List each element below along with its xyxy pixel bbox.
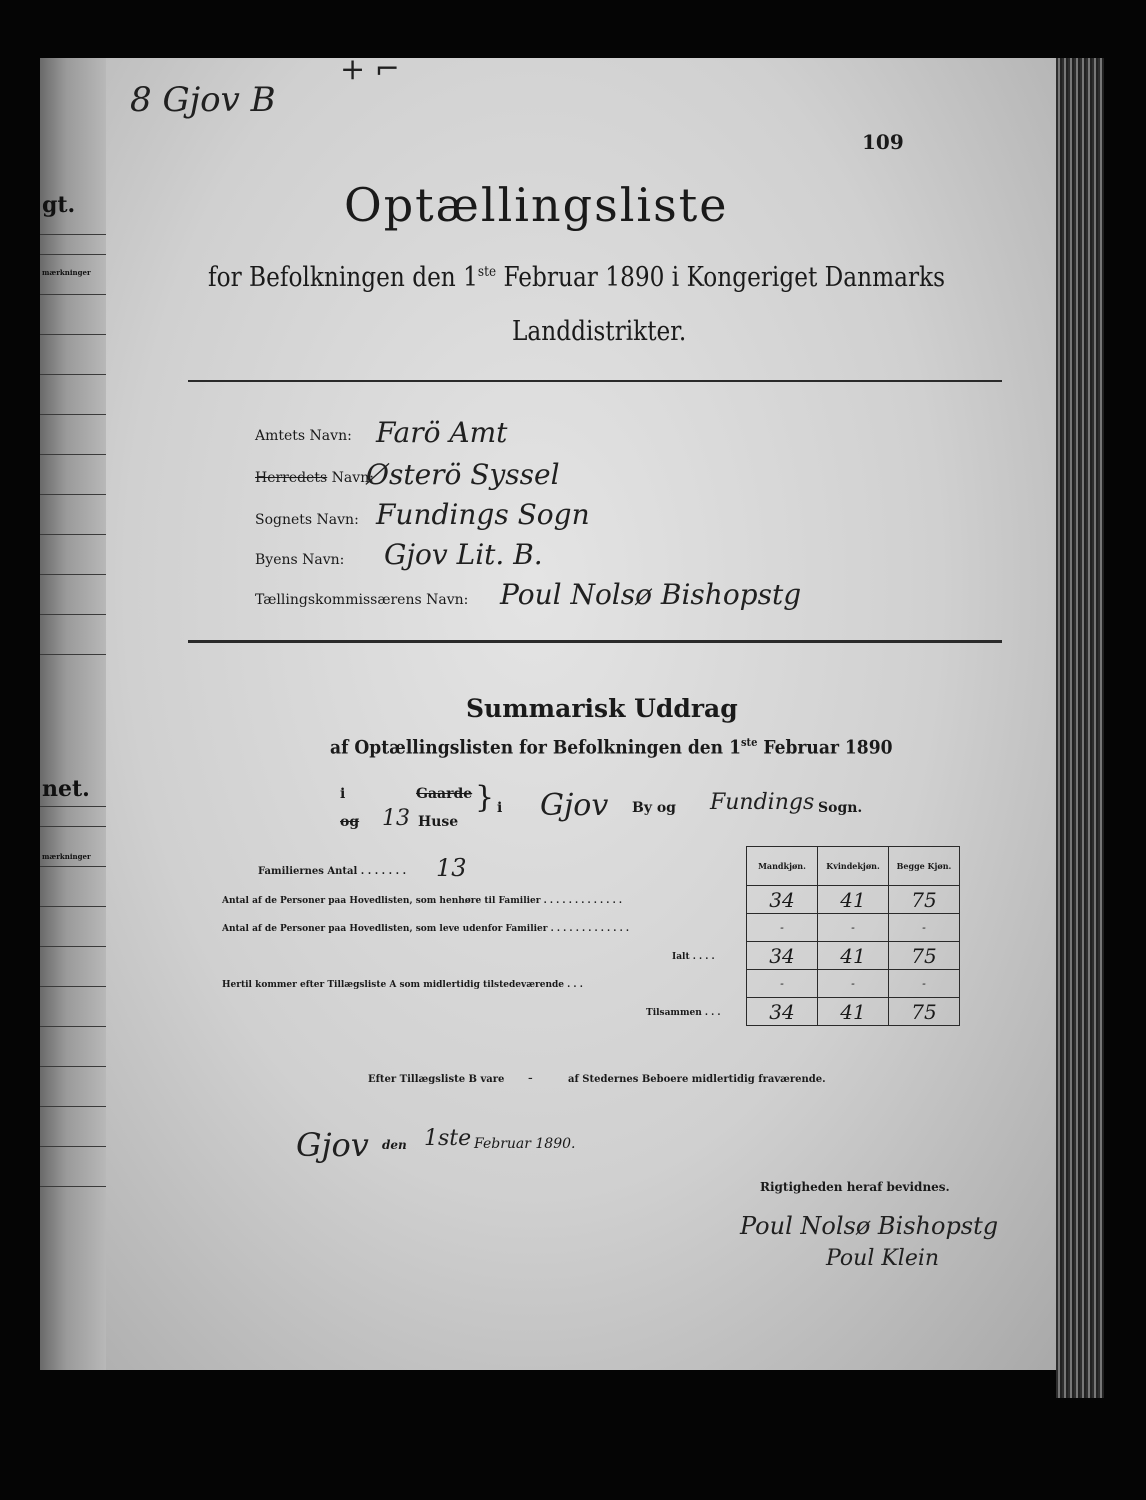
top-marks: + ⌐ (340, 52, 400, 87)
by-name: Gjov (540, 788, 609, 823)
corner-note: 8 Gjov B (130, 80, 276, 120)
date-month-year: Februar 1890. (474, 1136, 576, 1152)
absent-value: - (528, 1070, 533, 1086)
row-label-tillaeg-a: Hertil kommer efter Tillægsliste A som midlertidig tilstedeværende . . . (222, 980, 583, 990)
table-cell: 75 (889, 886, 960, 914)
certification-text: Rigtigheden heraf bevidnes. (760, 1180, 950, 1194)
col-header-both: Begge Kjøn. (889, 847, 960, 886)
left-fragment-text: net. (42, 776, 90, 802)
table-cell: 34 (747, 942, 818, 970)
document-subtitle-line2: Landdistrikter. (512, 316, 687, 347)
table-cell: - (889, 914, 960, 942)
huse-label: Huse (418, 814, 459, 830)
og-struck: og (340, 814, 360, 830)
gaarde-label: Gaarde (416, 786, 473, 802)
left-fragment-text: mærkninger (42, 268, 91, 277)
signature-1: Poul Nolsø Bishopstg (740, 1212, 999, 1240)
previous-page-strip (40, 58, 106, 1370)
field-herred-value: Østerö Syssel (366, 458, 560, 491)
field-by-value: Gjov Lit. B. (384, 538, 543, 571)
row-label-outside-families: Antal af de Personer paa Hovedlisten, som leve udenfor Familier . . . . . . . . . . . . . (222, 924, 629, 934)
row-label-ialt: Ialt . . . . (672, 952, 715, 962)
table-row (747, 998, 960, 1026)
date-den: den (382, 1138, 407, 1152)
table-row (747, 914, 960, 942)
table-cell: 34 (747, 886, 818, 914)
absent-post: af Stedernes Beboere midlertidig fraværende. (568, 1074, 826, 1085)
document-subtitle: for Befolkningen den 1ste Februar 1890 i Kongeriget Danmarks (208, 262, 946, 293)
page-number: 109 (862, 130, 904, 154)
divider (188, 380, 1002, 382)
table-cell: 41 (818, 998, 889, 1026)
table-cell: - (818, 970, 889, 998)
col-header-female: Kvindekjøn. (818, 847, 889, 886)
page-edges (1056, 58, 1104, 1398)
absent-pre: Efter Tillægsliste B vare (368, 1074, 505, 1085)
row-label-families: Antal af de Personer paa Hovedlisten, som henhøre til Familier . . . . . . . . . . . . . (222, 896, 622, 906)
divider (188, 640, 1002, 643)
field-kommissaer-value: Poul Nolsø Bishopstg (500, 578, 802, 611)
table-cell: 75 (889, 998, 960, 1026)
table-cell: - (747, 970, 818, 998)
brace: } (475, 780, 495, 815)
field-sogn-value: Fundings Sogn (376, 498, 590, 531)
summary-heading: Summarisk Uddrag (466, 694, 738, 723)
table-row (747, 886, 960, 914)
field-herred-label: Herredets Navn: (255, 470, 374, 486)
by-og-label: By og (632, 800, 676, 816)
table-cell: - (818, 914, 889, 942)
field-amt-value: Farö Amt (376, 416, 508, 449)
houses-count: 13 (382, 806, 410, 831)
date-day: 1ste (424, 1126, 472, 1151)
left-fragment-text: mærkninger (42, 852, 91, 861)
field-amt-label: Amtets Navn: (255, 428, 352, 444)
houses-i: i (340, 786, 346, 802)
sogn-label: Sogn. (818, 800, 863, 816)
left-fragment-text: gt. (42, 192, 76, 218)
place-name: Gjov (296, 1126, 369, 1164)
table-cell: - (747, 914, 818, 942)
table-cell: - (889, 970, 960, 998)
col-header-male: Mandkjøn. (747, 847, 818, 886)
table-cell: 41 (818, 942, 889, 970)
summary-table (746, 846, 960, 1026)
field-sogn-label: Sognets Navn: (255, 512, 359, 528)
signature-2: Poul Klein (826, 1246, 940, 1271)
family-count: 13 (436, 854, 467, 882)
table-row (747, 970, 960, 998)
table-cell: 34 (747, 998, 818, 1026)
document-title: Optællingsliste (344, 178, 729, 232)
table-cell: 75 (889, 942, 960, 970)
family-label: Familiernes Antal . . . . . . . (258, 866, 407, 877)
field-kommissaer-label: Tællingskommissærens Navn: (255, 592, 469, 608)
summary-subheading: af Optællingslisten for Befolkningen den 1ste Februar 1890 (330, 736, 893, 759)
table-cell: 41 (818, 886, 889, 914)
sogn-name: Fundings (710, 790, 815, 815)
by-i: i (497, 800, 503, 816)
row-label-tilsammen: Tilsammen . . . (646, 1008, 721, 1018)
field-by-label: Byens Navn: (255, 552, 345, 568)
table-row (747, 942, 960, 970)
